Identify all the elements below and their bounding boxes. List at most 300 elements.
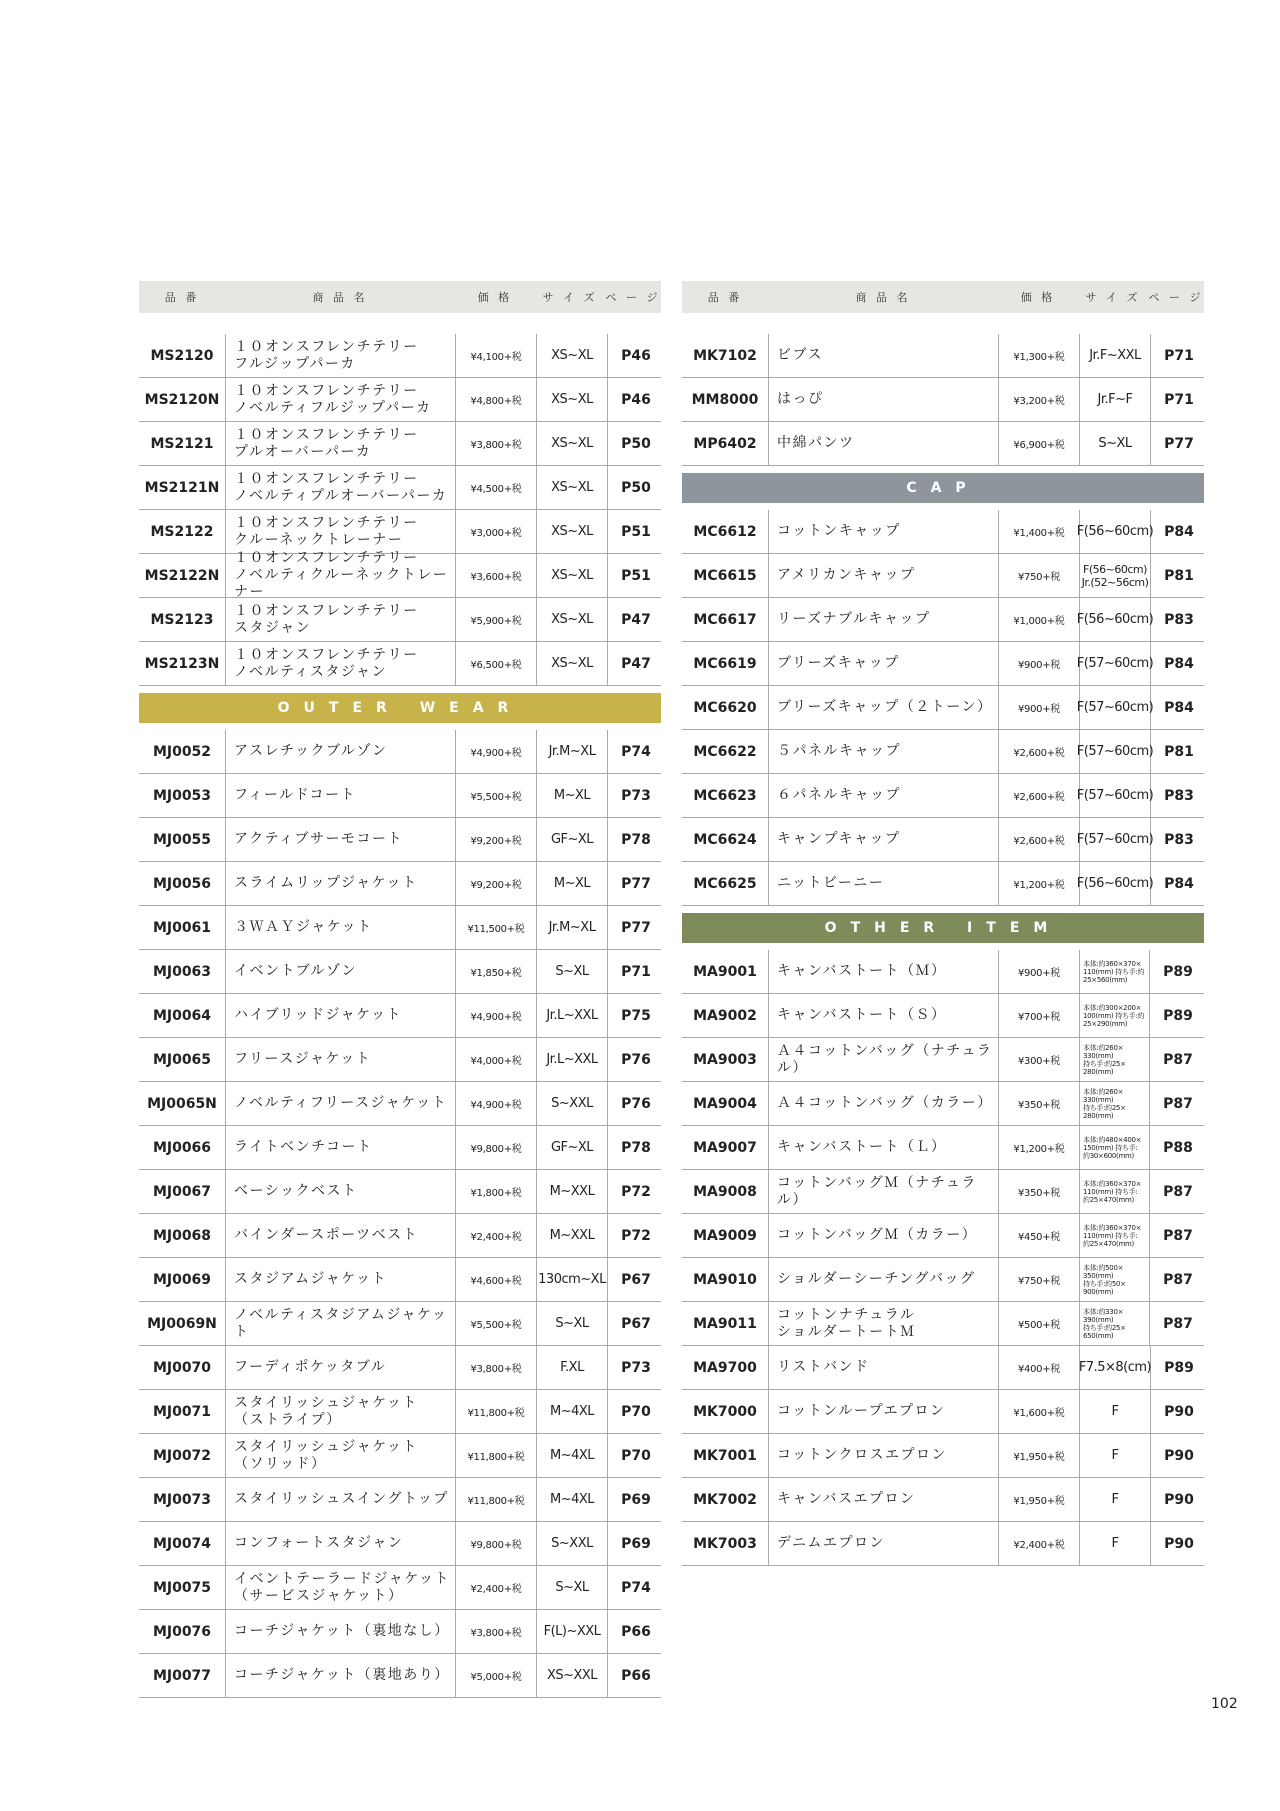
product-name: ６パネルキャップ <box>769 774 999 817</box>
product-size: Jr.M~XL <box>537 730 608 773</box>
product-page: P87 <box>1163 1271 1193 1288</box>
product-page: P83 <box>1164 831 1194 848</box>
product-code: MA9010 <box>682 1258 769 1301</box>
product-size: S~XL <box>537 1566 608 1609</box>
table-row <box>139 1522 661 1566</box>
product-size: F7.5×8(cm) <box>1080 1346 1151 1389</box>
product-page: P90 <box>1164 1535 1194 1552</box>
product-page: P78 <box>621 831 651 848</box>
table-row <box>139 906 661 950</box>
product-page: P66 <box>621 1667 651 1684</box>
table-row <box>682 554 1204 598</box>
product-name: フィールドコート <box>226 774 456 817</box>
table-row <box>139 994 661 1038</box>
table-row <box>682 1434 1204 1478</box>
table-row <box>682 686 1204 730</box>
product-price: ¥2,400+税 <box>456 1214 537 1257</box>
product-size: S~XL <box>537 950 608 993</box>
product-code: MS2123 <box>139 598 226 641</box>
product-size: M~XL <box>537 774 608 817</box>
product-name: ノベルティフリースジャケット <box>226 1082 456 1125</box>
product-price: ¥5,900+税 <box>456 598 537 641</box>
product-size: XS~XL <box>537 378 608 421</box>
table-row <box>682 642 1204 686</box>
product-size: F <box>1080 1522 1151 1565</box>
product-size: M~4XL <box>537 1434 608 1477</box>
product-code: MA9011 <box>682 1302 769 1345</box>
product-price: ¥350+税 <box>999 1082 1080 1125</box>
cap-list <box>682 510 1204 906</box>
product-code: MJ0069N <box>139 1302 226 1345</box>
product-price: ¥2,400+税 <box>456 1566 537 1609</box>
product-size: F <box>1080 1390 1151 1433</box>
product-size: 本体:約330× 390(mm) 持ち手:約25× 650(mm) <box>1080 1302 1150 1345</box>
product-code: MJ0074 <box>139 1522 226 1565</box>
product-code: MJ0071 <box>139 1390 226 1433</box>
product-page: P90 <box>1164 1491 1194 1508</box>
product-size: F(56~60cm) <box>1080 862 1151 905</box>
product-code: MC6612 <box>682 510 769 553</box>
product-name: ブリーズキャップ <box>769 642 999 685</box>
table-row <box>682 334 1204 378</box>
product-code: MA9004 <box>682 1082 769 1125</box>
product-size: M~XXL <box>537 1170 608 1213</box>
table-row <box>139 1302 661 1346</box>
table-row <box>139 1478 661 1522</box>
product-code: MC6623 <box>682 774 769 817</box>
product-name: コーチジャケット（裏地なし） <box>226 1610 456 1653</box>
table-row <box>682 950 1204 994</box>
product-code: MS2121N <box>139 466 226 509</box>
product-code: MJ0076 <box>139 1610 226 1653</box>
product-page: P69 <box>621 1491 651 1508</box>
product-price: ¥2,600+税 <box>999 774 1080 817</box>
product-name: リストバンド <box>769 1346 999 1389</box>
product-code: MJ0075 <box>139 1566 226 1609</box>
product-price: ¥750+税 <box>999 554 1080 597</box>
table-row <box>139 1038 661 1082</box>
other-item-banner: OTHER ITEM <box>682 913 1204 943</box>
table-row <box>139 378 661 422</box>
product-code: MA9008 <box>682 1170 769 1213</box>
table-row <box>682 1346 1204 1390</box>
header-page: ペ ー ジ <box>1148 291 1204 304</box>
product-code: MS2121 <box>139 422 226 465</box>
product-name: Ａ４コットンバッグ（ナチュラル） <box>769 1038 999 1081</box>
product-code: MA9003 <box>682 1038 769 1081</box>
table-row <box>682 1126 1204 1170</box>
product-price: ¥1,200+税 <box>999 1126 1080 1169</box>
product-page: P87 <box>1163 1227 1193 1244</box>
product-name: ３ＷＡＹジャケット <box>226 906 456 949</box>
product-code: MJ0072 <box>139 1434 226 1477</box>
product-page: P83 <box>1164 611 1194 628</box>
product-code: MJ0070 <box>139 1346 226 1389</box>
table-row <box>139 1566 661 1610</box>
header-price: 価 格 <box>477 291 513 304</box>
product-page: P50 <box>621 479 651 496</box>
header-code: 品 番 <box>164 291 200 304</box>
product-code: MA9700 <box>682 1346 769 1389</box>
product-page: P81 <box>1164 567 1194 584</box>
product-size: S~XXL <box>537 1522 608 1565</box>
product-name: ５パネルキャップ <box>769 730 999 773</box>
product-page: P89 <box>1163 1007 1193 1024</box>
table-row <box>139 422 661 466</box>
table-row <box>682 1038 1204 1082</box>
product-code: MJ0073 <box>139 1478 226 1521</box>
misc-wear-list <box>682 334 1204 466</box>
left-product-table <box>139 281 661 1698</box>
header-size: サ イ ズ <box>1085 291 1141 304</box>
product-code: MA9009 <box>682 1214 769 1257</box>
product-page: P47 <box>621 655 651 672</box>
product-name: １０オンスフレンチテリー スタジャン <box>226 598 456 641</box>
product-price: ¥4,900+税 <box>456 994 537 1037</box>
product-size: Jr.F~F <box>1080 378 1151 421</box>
product-price: ¥2,600+税 <box>999 730 1080 773</box>
product-name: コンフォートスタジャン <box>226 1522 456 1565</box>
product-page: P84 <box>1164 699 1194 716</box>
product-code: MJ0064 <box>139 994 226 1037</box>
product-name: コットンバッグＭ（ナチュラル） <box>769 1170 999 1213</box>
product-size: 本体:約500× 350(mm) 持ち手:約50× 900(mm) <box>1080 1258 1150 1301</box>
table-row <box>139 1126 661 1170</box>
product-size: 本体:約360×370× 110(mm) 持ち手:約 25×560(mm) <box>1080 950 1150 993</box>
product-page: P66 <box>621 1623 651 1640</box>
outer-wear-banner: OUTER WEAR <box>139 693 661 723</box>
product-size: 本体:約480×400× 150(mm) 持ち手: 約30×600(mm) <box>1080 1126 1150 1169</box>
product-name: キャンバストート（Ｓ） <box>769 994 999 1037</box>
product-size: XS~XL <box>537 466 608 509</box>
product-price: ¥4,800+税 <box>456 378 537 421</box>
product-code: MA9002 <box>682 994 769 1037</box>
product-name: ニットビーニー <box>769 862 999 905</box>
product-price: ¥11,800+税 <box>456 1390 537 1433</box>
product-code: MS2120N <box>139 378 226 421</box>
product-size: F(56~60cm) Jr.(52~56cm) <box>1080 554 1151 597</box>
product-price: ¥900+税 <box>999 950 1080 993</box>
product-size: F(56~60cm) <box>1080 598 1151 641</box>
product-page: P67 <box>621 1271 651 1288</box>
product-price: ¥4,900+税 <box>456 1082 537 1125</box>
product-page: P50 <box>621 435 651 452</box>
product-page: P77 <box>1164 435 1194 452</box>
product-name: ライトベンチコート <box>226 1126 456 1169</box>
table-row <box>682 510 1204 554</box>
product-code: MC6620 <box>682 686 769 729</box>
product-size: Jr.F~XXL <box>1080 334 1151 377</box>
product-page: P88 <box>1163 1139 1193 1156</box>
product-page: P73 <box>621 787 651 804</box>
product-price: ¥11,800+税 <box>456 1478 537 1521</box>
table-row <box>682 1082 1204 1126</box>
product-name: イベントテーラードジャケット （サービスジャケット） <box>226 1566 456 1609</box>
product-size: 本体:約260× 330(mm) 持ち手:約25× 280(mm) <box>1080 1082 1150 1125</box>
product-price: ¥1,200+税 <box>999 862 1080 905</box>
product-price: ¥3,200+税 <box>999 378 1080 421</box>
product-price: ¥1,950+税 <box>999 1434 1080 1477</box>
product-name: アスレチックブルゾン <box>226 730 456 773</box>
product-size: Jr.L~XXL <box>537 1038 608 1081</box>
product-page: P87 <box>1163 1051 1193 1068</box>
outer-wear-list <box>139 730 661 1698</box>
product-price: ¥3,800+税 <box>456 1346 537 1389</box>
product-code: MK7102 <box>682 334 769 377</box>
product-price: ¥900+税 <box>999 686 1080 729</box>
product-price: ¥6,500+税 <box>456 642 537 685</box>
table-row <box>139 730 661 774</box>
product-code: MS2122N <box>139 554 226 597</box>
table-row <box>139 1346 661 1390</box>
product-code: MK7000 <box>682 1390 769 1433</box>
product-name: ベーシックベスト <box>226 1170 456 1213</box>
product-size: XS~XL <box>537 598 608 641</box>
product-size: F(57~60cm) <box>1080 642 1151 685</box>
product-price: ¥4,600+税 <box>456 1258 537 1301</box>
product-name: コットンナチュラル ショルダートートＭ <box>769 1302 999 1345</box>
product-page: P77 <box>621 919 651 936</box>
product-size: XS~XL <box>537 422 608 465</box>
product-name: フリースジャケット <box>226 1038 456 1081</box>
product-size: 本体:約300×200× 100(mm) 持ち手:約 25×290(mm) <box>1080 994 1150 1037</box>
product-name: コットンキャップ <box>769 510 999 553</box>
product-name: 中綿パンツ <box>769 422 999 465</box>
product-price: ¥1,300+税 <box>999 334 1080 377</box>
product-size: XS~XL <box>537 510 608 553</box>
product-price: ¥1,950+税 <box>999 1478 1080 1521</box>
product-name: はっぴ <box>769 378 999 421</box>
product-code: MS2123N <box>139 642 226 685</box>
product-size: S~XXL <box>537 1082 608 1125</box>
product-page: P90 <box>1164 1403 1194 1420</box>
product-name: １０オンスフレンチテリー フルジップパーカ <box>226 334 456 377</box>
product-code: MC6624 <box>682 818 769 861</box>
product-name: リーズナブルキャップ <box>769 598 999 641</box>
cap-banner: CAP <box>682 473 1204 503</box>
product-name: ビブス <box>769 334 999 377</box>
header-name: 商 品 名 <box>312 291 368 304</box>
right-product-table <box>682 281 1204 1566</box>
product-size: XS~XL <box>537 554 608 597</box>
header-code: 品 番 <box>707 291 743 304</box>
product-size: Jr.L~XXL <box>537 994 608 1037</box>
product-page: P70 <box>621 1447 651 1464</box>
product-size: F(56~60cm) <box>1080 510 1151 553</box>
product-code: MJ0066 <box>139 1126 226 1169</box>
header-page: ペ ー ジ <box>605 291 661 304</box>
table-row <box>139 818 661 862</box>
product-page: P89 <box>1164 1359 1194 1376</box>
product-name: ノベルティスタジアムジャケット <box>226 1302 456 1345</box>
product-name: イベントブルゾン <box>226 950 456 993</box>
product-page: P75 <box>621 1007 651 1024</box>
product-size: F(57~60cm) <box>1080 730 1151 773</box>
table-row <box>682 1302 1204 1346</box>
table-row <box>139 550 661 600</box>
product-page: P73 <box>621 1359 651 1376</box>
product-name: コットンバッグＭ（カラー） <box>769 1214 999 1257</box>
product-price: ¥5,500+税 <box>456 774 537 817</box>
product-size: S~XL <box>537 1302 608 1345</box>
product-price: ¥400+税 <box>999 1346 1080 1389</box>
table-row <box>139 642 661 686</box>
product-page: P84 <box>1164 655 1194 672</box>
product-price: ¥350+税 <box>999 1170 1080 1213</box>
product-name: バインダースポーツベスト <box>226 1214 456 1257</box>
page-number: 102 <box>1211 1696 1238 1712</box>
product-page: P84 <box>1164 875 1194 892</box>
product-code: MM8000 <box>682 378 769 421</box>
product-name: コットンループエプロン <box>769 1390 999 1433</box>
product-page: P87 <box>1163 1315 1193 1332</box>
product-size: XS~XXL <box>537 1654 608 1697</box>
product-code: MJ0055 <box>139 818 226 861</box>
product-page: P74 <box>621 1579 651 1596</box>
product-price: ¥11,800+税 <box>456 1434 537 1477</box>
table-row <box>682 1170 1204 1214</box>
product-name: アメリカンキャップ <box>769 554 999 597</box>
product-price: ¥2,600+税 <box>999 818 1080 861</box>
product-page: P71 <box>621 963 651 980</box>
product-code: MK7002 <box>682 1478 769 1521</box>
product-size: M~4XL <box>537 1478 608 1521</box>
product-page: P76 <box>621 1095 651 1112</box>
table-row <box>139 1170 661 1214</box>
product-size: F <box>1080 1478 1151 1521</box>
product-price: ¥900+税 <box>999 642 1080 685</box>
product-price: ¥5,000+税 <box>456 1654 537 1697</box>
product-code: MC6625 <box>682 862 769 905</box>
product-name: キャンプキャップ <box>769 818 999 861</box>
table-row <box>682 774 1204 818</box>
table-row <box>139 1390 661 1434</box>
product-price: ¥3,800+税 <box>456 422 537 465</box>
product-size: GF~XL <box>537 1126 608 1169</box>
product-code: MP6402 <box>682 422 769 465</box>
product-name: ショルダーシーチングバッグ <box>769 1258 999 1301</box>
product-size: 本体:約360×370× 110(mm) 持ち手: 約25×470(mm) <box>1080 1214 1150 1257</box>
table-row <box>139 1434 661 1478</box>
product-code: MC6622 <box>682 730 769 773</box>
table-row <box>682 1214 1204 1258</box>
header-name: 商 品 名 <box>855 291 911 304</box>
product-name: １０オンスフレンチテリー ノベルティプルオーバーパーカ <box>226 466 456 509</box>
product-name: スタイリッシュスイングトップ <box>226 1478 456 1521</box>
table-row <box>139 1610 661 1654</box>
product-code: MS2120 <box>139 334 226 377</box>
product-price: ¥3,600+税 <box>456 554 537 597</box>
product-size: F.XL <box>537 1346 608 1389</box>
product-code: MJ0077 <box>139 1654 226 1697</box>
product-page: P72 <box>621 1183 651 1200</box>
product-page: P74 <box>621 743 651 760</box>
sweat-list <box>139 334 661 686</box>
product-page: P71 <box>1164 347 1194 364</box>
table-row <box>139 1654 661 1698</box>
product-code: MJ0068 <box>139 1214 226 1257</box>
product-name: １０オンスフレンチテリー クルーネックトレーナー <box>226 510 456 553</box>
product-size: F(L)~XXL <box>537 1610 608 1653</box>
product-size: F(57~60cm) <box>1080 774 1151 817</box>
product-page: P67 <box>621 1315 651 1332</box>
product-size: F(57~60cm) <box>1080 686 1151 729</box>
product-code: MJ0063 <box>139 950 226 993</box>
table-row <box>139 598 661 642</box>
product-price: ¥1,600+税 <box>999 1390 1080 1433</box>
product-name: コットンクロスエプロン <box>769 1434 999 1477</box>
product-code: MJ0069 <box>139 1258 226 1301</box>
product-price: ¥9,200+税 <box>456 818 537 861</box>
product-code: MJ0067 <box>139 1170 226 1213</box>
product-page: P84 <box>1164 523 1194 540</box>
product-name: コーチジャケット（裏地あり） <box>226 1654 456 1697</box>
product-size: M~4XL <box>537 1390 608 1433</box>
product-size: 130cm~XL <box>537 1258 608 1301</box>
header-price: 価 格 <box>1020 291 1056 304</box>
product-code: MJ0061 <box>139 906 226 949</box>
product-page: P90 <box>1164 1447 1194 1464</box>
product-price: ¥3,800+税 <box>456 1610 537 1653</box>
product-page: P89 <box>1163 963 1193 980</box>
product-size: GF~XL <box>537 818 608 861</box>
product-name: １０オンスフレンチテリー ノベルティクルーネックトレーナー <box>226 554 456 597</box>
table-row <box>682 1478 1204 1522</box>
product-code: MC6619 <box>682 642 769 685</box>
product-name: １０オンスフレンチテリー ノベルティフルジップパーカ <box>226 378 456 421</box>
product-code: MK7003 <box>682 1522 769 1565</box>
product-size: Jr.M~XL <box>537 906 608 949</box>
product-size: S~XL <box>1080 422 1151 465</box>
product-price: ¥3,000+税 <box>456 510 537 553</box>
table-row <box>682 598 1204 642</box>
table-row <box>682 730 1204 774</box>
product-name: フーディポケッタブル <box>226 1346 456 1389</box>
product-code: MA9007 <box>682 1126 769 1169</box>
product-price: ¥1,400+税 <box>999 510 1080 553</box>
product-page: P69 <box>621 1535 651 1552</box>
product-size: 本体:約360×370× 110(mm) 持ち手: 約25×470(mm) <box>1080 1170 1150 1213</box>
product-name: Ａ４コットンバッグ（カラー） <box>769 1082 999 1125</box>
table-row <box>682 818 1204 862</box>
table-row <box>682 1390 1204 1434</box>
product-price: ¥500+税 <box>999 1302 1080 1345</box>
product-code: MJ0065 <box>139 1038 226 1081</box>
table-row <box>139 510 661 554</box>
product-code: MC6615 <box>682 554 769 597</box>
table-row <box>139 862 661 906</box>
product-page: P83 <box>1164 787 1194 804</box>
product-price: ¥750+税 <box>999 1258 1080 1301</box>
product-name: アクティブサーモコート <box>226 818 456 861</box>
product-page: P78 <box>621 1139 651 1156</box>
table-row <box>682 422 1204 466</box>
table-row <box>682 862 1204 906</box>
product-price: ¥9,800+税 <box>456 1126 537 1169</box>
product-price: ¥6,900+税 <box>999 422 1080 465</box>
product-name: スタジアムジャケット <box>226 1258 456 1301</box>
product-page: P51 <box>621 523 651 540</box>
product-size: F(57~60cm) <box>1080 818 1151 861</box>
product-page: P51 <box>621 567 651 584</box>
product-size: M~XXL <box>537 1214 608 1257</box>
product-size: F <box>1080 1434 1151 1477</box>
product-page: P72 <box>621 1227 651 1244</box>
product-page: P46 <box>621 391 651 408</box>
product-name: スタイリッシュジャケット （ソリッド） <box>226 1434 456 1477</box>
product-size: XS~XL <box>537 642 608 685</box>
table-row <box>139 774 661 818</box>
